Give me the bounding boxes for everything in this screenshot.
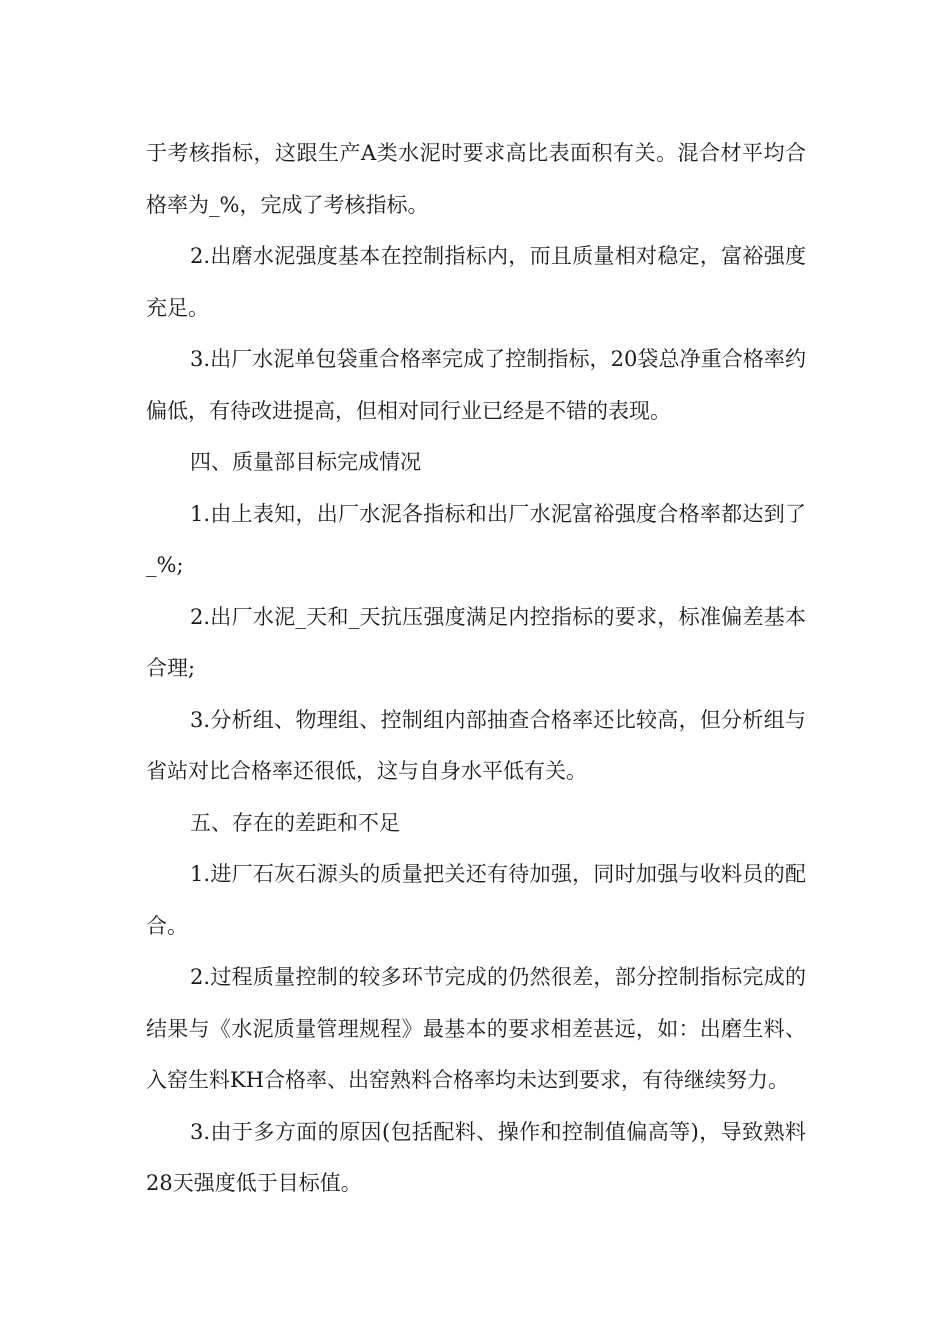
paragraph-item-1: 1.进厂石灰石源头的质量把关还有待加强，同时加强与收料员的配合。 xyxy=(146,862,806,938)
paragraph-item-2: 2.过程质量控制的较多环节完成的仍然很差，部分控制指标完成的结果与《水泥质量管理规程》最基本的要求相差甚远，如：出磨生料、入窑生料KH合格率、出窑熟料合格率均未达到要求，有待继续努力。 xyxy=(146,965,806,1092)
paragraph-continuation: 于考核指标，这跟生产A类水泥时要求高比表面积有关。混合材平均合格率为_%，完成了考核指标。 xyxy=(146,141,806,217)
paragraph-item-2: 2.出磨水泥强度基本在控制指标内，而且质量相对稳定，富裕强度充足。 xyxy=(146,244,806,320)
section-heading-4: 四、质量部目标完成情况 xyxy=(190,450,421,474)
paragraph-item-1: 1.由上表知，出厂水泥各指标和出厂水泥富裕强度合格率都达到了_%; xyxy=(146,501,806,577)
paragraph-item-2: 2.出厂水泥_天和_天抗压强度满足内控指标的要求，标准偏差基本合理; xyxy=(146,604,806,680)
section-heading-5: 五、存在的差距和不足 xyxy=(190,810,400,835)
document-body xyxy=(146,128,806,1210)
paragraph-item-3: 3.出厂水泥单包袋重合格率完成了控制指标，20袋总净重合格率约偏低，有待改进提高，但相对同行业已经是不错的表现。 xyxy=(146,347,806,423)
paragraph-item-3: 3.由于多方面的原因(包括配料、操作和控制值偏高等)，导致熟料28天强度低于目标值。 xyxy=(146,1119,806,1195)
paragraph-item-3: 3.分析组、物理组、控制组内部抽查合格率还比较高，但分析组与省站对比合格率还很低，这与自身水平低有关。 xyxy=(146,707,806,783)
